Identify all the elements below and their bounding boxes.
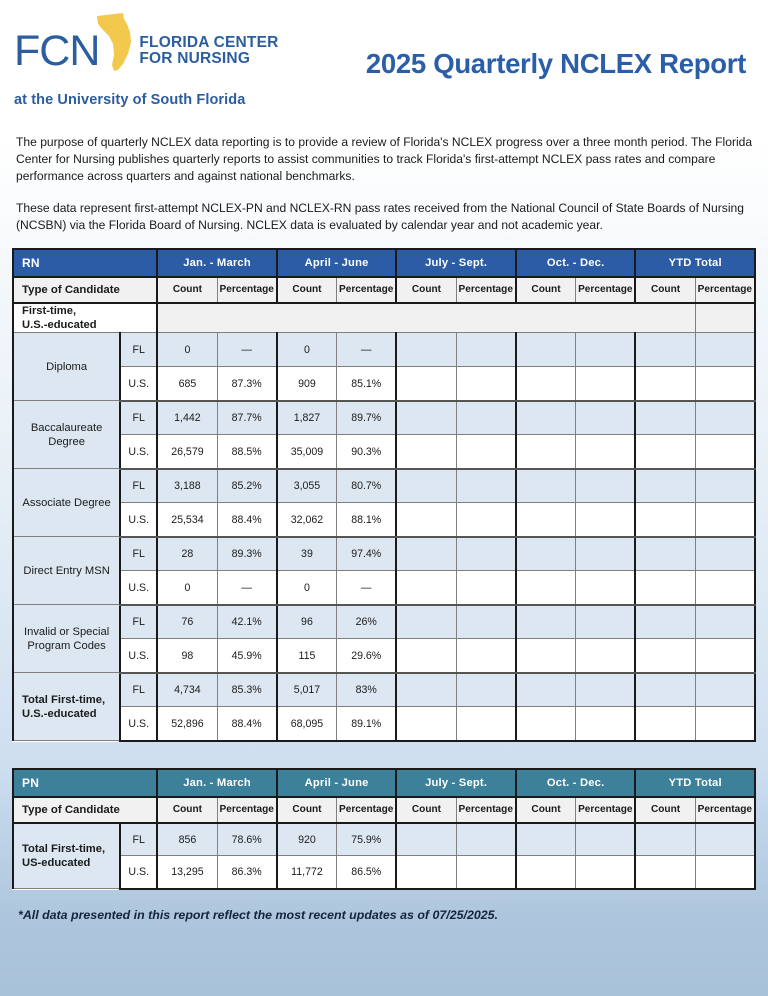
rn-4-fl-q3-pct bbox=[456, 605, 516, 639]
table-row bbox=[13, 435, 755, 469]
page-header bbox=[0, 0, 768, 120]
rn-scope-0-us: U.S. bbox=[120, 367, 157, 401]
table-row bbox=[13, 367, 755, 401]
rn-4-us-q4-pct bbox=[576, 639, 636, 673]
rn-4-fl-q2-pct: 26% bbox=[337, 605, 397, 639]
rn-5-fl-q3-pct bbox=[456, 673, 516, 707]
table-row bbox=[13, 673, 755, 707]
rn-3-fl-q1-pct: 89.3% bbox=[217, 537, 277, 571]
pn-0-fl-q3-pct bbox=[456, 823, 516, 856]
table-row bbox=[13, 605, 755, 639]
rn-3-us-ytd-pct bbox=[695, 571, 755, 605]
table-row bbox=[13, 639, 755, 673]
rn-4-us-ytd-pct bbox=[695, 639, 755, 673]
pn-table-section bbox=[0, 768, 768, 890]
rn-category-4: Invalid or Special Program Codes bbox=[13, 605, 120, 673]
rn-1-fl-q3-pct bbox=[456, 401, 516, 435]
pn-q2-count-header: Count bbox=[277, 797, 337, 823]
rn-1-fl-ytd-pct bbox=[695, 401, 755, 435]
footnote: *All data presented in this report reflect the most recent updates as of 07/25/2025. bbox=[18, 907, 498, 922]
table-row bbox=[13, 571, 755, 605]
page-title: 2025 Quarterly NCLEX Report bbox=[365, 48, 746, 79]
rn-3-fl-q4-pct bbox=[576, 537, 636, 571]
rn-5-fl-q4-pct bbox=[576, 673, 636, 707]
rn-5-us-q2-count: 68,095 bbox=[277, 707, 337, 741]
pn-0-fl-q3-count bbox=[396, 823, 456, 856]
rn-5-us-q1-pct: 88.4% bbox=[217, 707, 277, 741]
rn-5-us-ytd-pct bbox=[695, 707, 755, 741]
rn-0-us-q4-pct bbox=[576, 367, 636, 401]
rn-3-us-q3-count bbox=[396, 571, 456, 605]
pn-q1-count-header: Count bbox=[157, 797, 217, 823]
rn-band-row bbox=[13, 303, 755, 333]
table-row bbox=[13, 823, 755, 856]
rn-0-fl-q1-pct: — bbox=[217, 333, 277, 367]
rn-1-us-ytd-pct bbox=[695, 435, 755, 469]
rn-1-us-q2-pct: 90.3% bbox=[337, 435, 397, 469]
rn-4-fl-q4-pct bbox=[576, 605, 636, 639]
pn-quarter-q3: July - Sept. bbox=[396, 769, 516, 797]
pn-0-fl-ytd-count bbox=[635, 823, 695, 856]
rn-5-fl-q2-pct: 83% bbox=[337, 673, 397, 707]
rn-1-us-q3-pct bbox=[456, 435, 516, 469]
pn-0-fl-q4-pct bbox=[576, 823, 636, 856]
rn-table-section bbox=[0, 248, 768, 742]
rn-0-us-q1-pct: 87.3% bbox=[217, 367, 277, 401]
rn-table-head bbox=[13, 249, 755, 303]
rn-1-fl-ytd-count bbox=[635, 401, 695, 435]
pn-quarter-q4: Oct. - Dec. bbox=[516, 769, 636, 797]
rn-0-us-ytd-count bbox=[635, 367, 695, 401]
rn-4-us-q1-count: 98 bbox=[157, 639, 217, 673]
rn-scope-0-fl: FL bbox=[120, 333, 157, 367]
rn-5-us-q4-count bbox=[516, 707, 576, 741]
rn-0-fl-ytd-count bbox=[635, 333, 695, 367]
rn-0-fl-q2-count: 0 bbox=[277, 333, 337, 367]
rn-scope-4-us: U.S. bbox=[120, 639, 157, 673]
pn-0-us-q2-pct: 86.5% bbox=[337, 856, 397, 889]
rn-3-us-ytd-count bbox=[635, 571, 695, 605]
rn-quarter-header-row bbox=[13, 249, 755, 277]
rn-3-fl-q2-count: 39 bbox=[277, 537, 337, 571]
rn-2-us-ytd-pct bbox=[695, 503, 755, 537]
rn-3-fl-ytd-pct bbox=[695, 537, 755, 571]
rn-ytd-count-header: Count bbox=[635, 277, 695, 303]
rn-0-fl-q4-pct bbox=[576, 333, 636, 367]
pn-q2-percentage-header: Percentage bbox=[337, 797, 397, 823]
rn-0-us-q4-count bbox=[516, 367, 576, 401]
rn-scope-2-fl: FL bbox=[120, 469, 157, 503]
rn-1-us-q1-count: 26,579 bbox=[157, 435, 217, 469]
rn-2-fl-q3-count bbox=[396, 469, 456, 503]
rn-2-us-q1-count: 25,534 bbox=[157, 503, 217, 537]
rn-1-fl-q3-count bbox=[396, 401, 456, 435]
rn-3-fl-q3-count bbox=[396, 537, 456, 571]
pn-0-us-q3-pct bbox=[456, 856, 516, 889]
fcn-logo bbox=[14, 22, 286, 108]
logo-wordmark-line1: FLORIDA CENTER bbox=[139, 34, 279, 52]
rn-5-us-ytd-count bbox=[635, 707, 695, 741]
rn-band-filler-end bbox=[695, 303, 755, 333]
pn-0-fl-q1-count: 856 bbox=[157, 823, 217, 856]
rn-4-fl-ytd-count bbox=[635, 605, 695, 639]
pn-category-0: Total First-time, US-educated bbox=[13, 823, 120, 889]
pn-0-us-ytd-count bbox=[635, 856, 695, 889]
rn-0-fl-q3-count bbox=[396, 333, 456, 367]
rn-0-fl-q1-count: 0 bbox=[157, 333, 217, 367]
rn-4-fl-q3-count bbox=[396, 605, 456, 639]
rn-5-us-q1-count: 52,896 bbox=[157, 707, 217, 741]
rn-1-fl-q2-count: 1,827 bbox=[277, 401, 337, 435]
pn-0-us-q4-count bbox=[516, 856, 576, 889]
rn-type-of-candidate-label: Type of Candidate bbox=[13, 277, 157, 303]
rn-2-fl-q4-count bbox=[516, 469, 576, 503]
pn-corner-label: PN bbox=[13, 769, 157, 797]
rn-3-fl-ytd-count bbox=[635, 537, 695, 571]
rn-1-us-q1-pct: 88.5% bbox=[217, 435, 277, 469]
rn-2-fl-ytd-pct bbox=[695, 469, 755, 503]
rn-3-fl-q4-count bbox=[516, 537, 576, 571]
pn-q3-percentage-header: Percentage bbox=[456, 797, 516, 823]
rn-2-us-q2-count: 32,062 bbox=[277, 503, 337, 537]
rn-2-fl-q2-count: 3,055 bbox=[277, 469, 337, 503]
intro-paragraph-1: The purpose of quarterly NCLEX data reporting is to provide a review of Florida's NCLEX progress over a three month period. The Florida Center for Nursing publishes quarterly reports to assist communities to track Florida's first-attempt NCLEX pass rates and compare performance across quarters and against national benchmarks. bbox=[16, 135, 753, 184]
rn-category-0: Diploma bbox=[13, 333, 120, 401]
pn-ytd-count-header: Count bbox=[635, 797, 695, 823]
rn-2-fl-q1-count: 3,188 bbox=[157, 469, 217, 503]
table-row bbox=[13, 333, 755, 367]
rn-2-us-ytd-count bbox=[635, 503, 695, 537]
rn-3-us-q4-pct bbox=[576, 571, 636, 605]
table-row bbox=[13, 537, 755, 571]
pn-scope-0-us: U.S. bbox=[120, 856, 157, 889]
pn-0-fl-q2-count: 920 bbox=[277, 823, 337, 856]
pn-0-fl-q4-count bbox=[516, 823, 576, 856]
rn-4-fl-q1-count: 76 bbox=[157, 605, 217, 639]
rn-1-us-q2-count: 35,009 bbox=[277, 435, 337, 469]
rn-1-fl-q2-pct: 89.7% bbox=[337, 401, 397, 435]
rn-q2-percentage-header: Percentage bbox=[337, 277, 397, 303]
rn-2-us-q1-pct: 88.4% bbox=[217, 503, 277, 537]
rn-0-us-ytd-pct bbox=[695, 367, 755, 401]
rn-5-fl-ytd-count bbox=[635, 673, 695, 707]
table-row bbox=[13, 503, 755, 537]
florida-state-outline-icon bbox=[93, 10, 133, 79]
rn-0-us-q1-count: 685 bbox=[157, 367, 217, 401]
rn-5-fl-q1-count: 4,734 bbox=[157, 673, 217, 707]
rn-5-fl-q1-pct: 85.3% bbox=[217, 673, 277, 707]
rn-3-us-q3-pct bbox=[456, 571, 516, 605]
rn-scope-1-fl: FL bbox=[120, 401, 157, 435]
rn-5-fl-q4-count bbox=[516, 673, 576, 707]
table-row bbox=[13, 856, 755, 889]
rn-2-us-q3-count bbox=[396, 503, 456, 537]
rn-q4-percentage-header: Percentage bbox=[576, 277, 636, 303]
rn-scope-5-us: U.S. bbox=[120, 707, 157, 741]
rn-2-fl-q1-pct: 85.2% bbox=[217, 469, 277, 503]
rn-3-us-q4-count bbox=[516, 571, 576, 605]
pn-q4-percentage-header: Percentage bbox=[576, 797, 636, 823]
rn-q3-percentage-header: Percentage bbox=[456, 277, 516, 303]
rn-4-us-q1-pct: 45.9% bbox=[217, 639, 277, 673]
rn-0-us-q2-pct: 85.1% bbox=[337, 367, 397, 401]
rn-band-label bbox=[13, 303, 157, 333]
pn-table-head bbox=[13, 769, 755, 823]
rn-4-fl-q4-count bbox=[516, 605, 576, 639]
rn-4-us-q3-count bbox=[396, 639, 456, 673]
rn-5-us-q3-count bbox=[396, 707, 456, 741]
rn-1-fl-q4-pct bbox=[576, 401, 636, 435]
rn-5-fl-q3-count bbox=[396, 673, 456, 707]
rn-corner-label: RN bbox=[13, 249, 157, 277]
rn-2-us-q3-pct bbox=[456, 503, 516, 537]
rn-2-fl-ytd-count bbox=[635, 469, 695, 503]
rn-band-label-line2: U.S.-educated bbox=[22, 319, 97, 332]
rn-category-1: Baccalaureate Degree bbox=[13, 401, 120, 469]
pn-quarter-q2: April - June bbox=[277, 769, 397, 797]
pn-0-fl-ytd-pct bbox=[695, 823, 755, 856]
pn-ytd-percentage-header: Percentage bbox=[695, 797, 755, 823]
pn-0-fl-q2-pct: 75.9% bbox=[337, 823, 397, 856]
intro-text bbox=[0, 120, 768, 234]
rn-2-fl-q4-pct bbox=[576, 469, 636, 503]
rn-3-fl-q1-count: 28 bbox=[157, 537, 217, 571]
rn-4-us-q2-pct: 29.6% bbox=[337, 639, 397, 673]
pn-0-us-q3-count bbox=[396, 856, 456, 889]
rn-quarter-q4: Oct. - Dec. bbox=[516, 249, 636, 277]
rn-quarter-q2: April - June bbox=[277, 249, 397, 277]
rn-3-us-q1-pct: — bbox=[217, 571, 277, 605]
rn-5-us-q2-pct: 89.1% bbox=[337, 707, 397, 741]
rn-table bbox=[12, 248, 756, 742]
rn-q1-count-header: Count bbox=[157, 277, 217, 303]
pn-0-us-q2-count: 11,772 bbox=[277, 856, 337, 889]
rn-band-filler bbox=[157, 303, 695, 333]
pn-quarter-q1: Jan. - March bbox=[157, 769, 277, 797]
rn-quarter-q3: July - Sept. bbox=[396, 249, 516, 277]
rn-2-fl-q3-pct bbox=[456, 469, 516, 503]
rn-q1-percentage-header: Percentage bbox=[217, 277, 277, 303]
rn-1-fl-q1-count: 1,442 bbox=[157, 401, 217, 435]
rn-scope-2-us: U.S. bbox=[120, 503, 157, 537]
rn-table-body bbox=[13, 303, 755, 741]
pn-0-us-ytd-pct bbox=[695, 856, 755, 889]
rn-category-2: Associate Degree bbox=[13, 469, 120, 537]
rn-band-label-line1: First-time, bbox=[22, 305, 77, 318]
rn-3-us-q2-pct: — bbox=[337, 571, 397, 605]
rn-5-fl-ytd-pct bbox=[695, 673, 755, 707]
pn-q1-percentage-header: Percentage bbox=[217, 797, 277, 823]
rn-3-fl-q3-pct bbox=[456, 537, 516, 571]
rn-1-us-q4-count bbox=[516, 435, 576, 469]
rn-4-us-ytd-count bbox=[635, 639, 695, 673]
rn-0-us-q3-count bbox=[396, 367, 456, 401]
rn-1-fl-q1-pct: 87.7% bbox=[217, 401, 277, 435]
rn-0-fl-ytd-pct bbox=[695, 333, 755, 367]
pn-type-of-candidate-label: Type of Candidate bbox=[13, 797, 157, 823]
table-row bbox=[13, 469, 755, 503]
rn-4-us-q2-count: 115 bbox=[277, 639, 337, 673]
rn-ytd-percentage-header: Percentage bbox=[695, 277, 755, 303]
rn-q3-count-header: Count bbox=[396, 277, 456, 303]
rn-metric-header-row bbox=[13, 277, 755, 303]
rn-1-us-ytd-count bbox=[635, 435, 695, 469]
rn-4-fl-q2-count: 96 bbox=[277, 605, 337, 639]
table-row bbox=[13, 707, 755, 741]
pn-q3-count-header: Count bbox=[396, 797, 456, 823]
rn-5-us-q4-pct bbox=[576, 707, 636, 741]
rn-4-us-q4-count bbox=[516, 639, 576, 673]
rn-quarter-q1: Jan. - March bbox=[157, 249, 277, 277]
rn-2-fl-q2-pct: 80.7% bbox=[337, 469, 397, 503]
rn-4-fl-ytd-pct bbox=[695, 605, 755, 639]
rn-0-us-q3-pct bbox=[456, 367, 516, 401]
rn-scope-4-fl: FL bbox=[120, 605, 157, 639]
table-row bbox=[13, 401, 755, 435]
rn-category-3: Direct Entry MSN bbox=[13, 537, 120, 605]
rn-1-us-q4-pct bbox=[576, 435, 636, 469]
rn-3-us-q2-count: 0 bbox=[277, 571, 337, 605]
rn-2-us-q4-count bbox=[516, 503, 576, 537]
pn-0-us-q1-count: 13,295 bbox=[157, 856, 217, 889]
rn-category-5: Total First-time, U.S.-educated bbox=[13, 673, 120, 741]
logo-tagline: at the University of South Florida bbox=[14, 92, 246, 108]
rn-0-us-q2-count: 909 bbox=[277, 367, 337, 401]
rn-quarter-ytd: YTD Total bbox=[635, 249, 755, 277]
rn-scope-5-fl: FL bbox=[120, 673, 157, 707]
rn-1-us-q3-count bbox=[396, 435, 456, 469]
rn-3-fl-q2-pct: 97.4% bbox=[337, 537, 397, 571]
logo-wordmark-line2: FOR NURSING bbox=[139, 50, 251, 67]
intro-paragraph-2: These data represent first-attempt NCLEX-PN and NCLEX-RN pass rates received from the National Council of State Boards of Nursing (NCSBN) via the Florida Board of Nursing. NCLEX data is evaluated by calendar year and not academic year. bbox=[16, 200, 744, 232]
pn-table bbox=[12, 768, 756, 890]
rn-q4-count-header: Count bbox=[516, 277, 576, 303]
rn-0-fl-q3-pct bbox=[456, 333, 516, 367]
pn-scope-0-fl: FL bbox=[120, 823, 157, 856]
rn-scope-1-us: U.S. bbox=[120, 435, 157, 469]
pn-q4-count-header: Count bbox=[516, 797, 576, 823]
rn-2-us-q4-pct bbox=[576, 503, 636, 537]
rn-q2-count-header: Count bbox=[277, 277, 337, 303]
rn-scope-3-us: U.S. bbox=[120, 571, 157, 605]
rn-4-us-q3-pct bbox=[456, 639, 516, 673]
pn-0-us-q1-pct: 86.3% bbox=[217, 856, 277, 889]
pn-0-us-q4-pct bbox=[576, 856, 636, 889]
logo-wordmark bbox=[139, 35, 278, 67]
rn-5-fl-q2-count: 5,017 bbox=[277, 673, 337, 707]
rn-1-fl-q4-count bbox=[516, 401, 576, 435]
pn-metric-header-row bbox=[13, 797, 755, 823]
rn-5-us-q3-pct bbox=[456, 707, 516, 741]
rn-4-fl-q1-pct: 42.1% bbox=[217, 605, 277, 639]
rn-scope-3-fl: FL bbox=[120, 537, 157, 571]
rn-3-us-q1-count: 0 bbox=[157, 571, 217, 605]
rn-2-us-q2-pct: 88.1% bbox=[337, 503, 397, 537]
logo-acronym: FCN bbox=[14, 26, 100, 75]
pn-quarter-header-row bbox=[13, 769, 755, 797]
pn-quarter-ytd: YTD Total bbox=[635, 769, 755, 797]
rn-0-fl-q4-count bbox=[516, 333, 576, 367]
rn-0-fl-q2-pct: — bbox=[337, 333, 397, 367]
pn-table-body bbox=[13, 823, 755, 889]
pn-0-fl-q1-pct: 78.6% bbox=[217, 823, 277, 856]
